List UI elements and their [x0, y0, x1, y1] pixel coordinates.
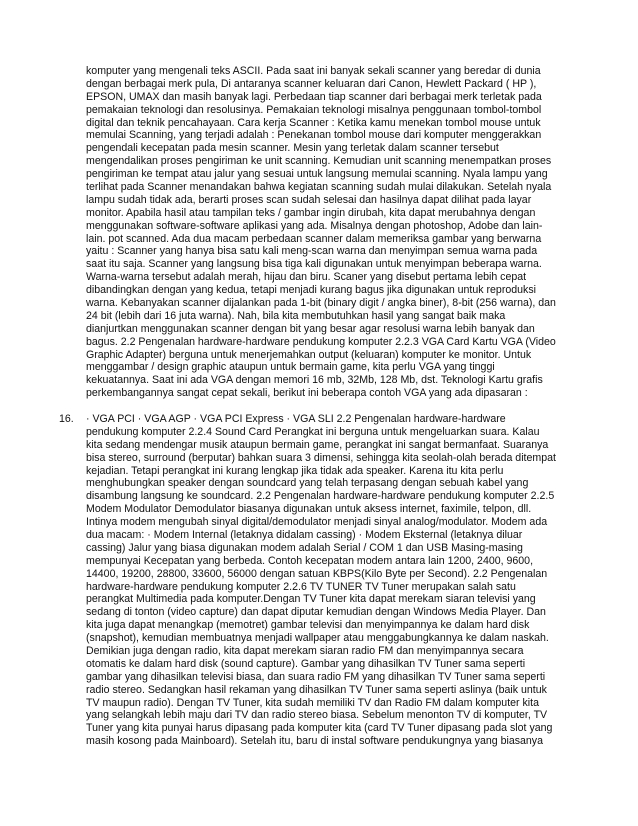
text-line: menggunakan software-software aplikasi yang ada. Misalnya dengan photoshop, Adobe dan lain- — [86, 219, 543, 232]
text-line: 24 bit (lebih dari 16 juta warna). Nah, bila kita membutuhkan hasil yang sangat baik maka — [86, 309, 506, 322]
text-line: lain. pot scanned. Ada dua macam perbedaan scanner dalam memeriksa gambar yang berwarna — [86, 232, 542, 245]
text-line: monitor. Apabila hasil atau tampilan teks / gambar ingin dirubah, kita dapat merubahnya dengan — [86, 206, 536, 219]
text-line: disambung langsung ke soundcard. 2.2 Pengenalan hardware-hardware pendukung komputer 2.2.5 — [86, 490, 555, 503]
text-line: mempunyai Kecepatan yang berbeda. Contoh kecepatan modem antara lain 1200, 2400, 9600, — [86, 554, 534, 567]
text-line: saat itu saja. Scanner yang langsung bisa tiga kali digunakan untuk menyimpan beberapa warna. — [86, 258, 542, 271]
text-line: EPSON, UMAX dan masih banyak lagi. Perbedaan tiap scanner dari berbagai merk terletak pada — [86, 90, 542, 103]
paragraph-block — [86, 65, 594, 400]
text-line: sedang di tonton (video capture) dan dapat diputar kemudian dengan Windows Media Player. Dan — [86, 606, 546, 619]
text-line: hardware-hardware pendukung komputer 2.2.6 TV TUNER TV Tuner merupakan salah satu — [86, 580, 516, 593]
text-line: · VGA PCI · VGA AGP · VGA PCI Express · VGA SLI 2.2 Pengenalan hardware-hardware — [86, 413, 506, 425]
text-line: dianjurtkan menggunakan scanner dengan bit yang besar agar resolusi warna lebih banyak dan — [86, 322, 535, 335]
text-line: memulai Scanning, yang terjadi adalah : Penekanan tombol mouse dari komputer menggerakkan — [86, 129, 542, 142]
text-line: perangkat Multimedia pada komputer.Dengan TV Tuner kita dapat merekam siaran televisi yang — [86, 593, 536, 606]
text-line: Demikian juga dengan radio, kita dapat merekam siaran radio FM dan menyimpannya secara — [86, 645, 524, 658]
text-line: pendukung komputer 2.2.4 Sound Card Perangkat ini berguna untuk mengeluarkan suara. Kalau — [86, 425, 540, 438]
text-line: 14400, 19200, 28800, 33600, 56000 dengan satuan KBPS(Kilo Byte per Second). 2.2 Pengenalan — [86, 567, 548, 580]
text-line: bagus. 2.2 Pengenalan hardware-hardware pendukung komputer 2.2.3 VGA Card Kartu VGA (Video — [86, 335, 556, 348]
text-line: dengan berbagai merk pula, Di antaranya scanner keluaran dari Canon, Hewlett Packard ( HP ), — [86, 77, 537, 90]
text-line: dua macam: · Modem Internal (letaknya didalam cassing) · Modem Eksternal (letaknya diluar — [86, 529, 523, 542]
text-line: Graphic Adapter) berguna untuk menerjemahkan output (keluaran) komputer ke monitor. Untuk — [86, 348, 532, 361]
text-line: pengendali kecepatan pada mesin scanner. Mesin yang terletak dalam scanner tersebut — [86, 142, 499, 155]
text-line: TV maupun radio). Dengan TV Tuner, kita sudah memiliki TV dan Radio FM dalam komputer kita — [86, 696, 539, 709]
text-line: kekuatannya. Saat ini ada VGA dengan memori 16 mb, 32Mb, 128 Mb, dst. Teknologi Kartu grafis — [86, 374, 543, 387]
text-line: pengiriman ke tempat atau jalur yang sesuai untuk langsung memulai scanning. Nyala lampu yang — [86, 168, 548, 181]
text-line: menggambar / design graphic ataupun untuk bermain game, kita perlu VGA yang tinggi — [86, 361, 495, 374]
text-line: radio stereo. Sedangkan hasil rekaman yang dihasilkan TV Tuner sama seperti aslinya (baik untuk — [86, 683, 547, 696]
paragraph-block — [86, 413, 594, 748]
text-line: lampu sudah tidak ada, berarti proses scan sudah selesai dan hasilnya dapat dilihat pada layar — [86, 193, 532, 206]
text-line: mengendalikan proses pengiriman ke unit scanning. Kemudian unit scanning menempatkan proses — [86, 155, 552, 168]
list-item-number: 16. — [59, 413, 74, 425]
text-line: masih kosong pada Mainboard). Setelah itu, baru di instal software pendukungnya yang biasanya — [86, 735, 544, 748]
text-line: komputer yang mengenali teks ASCII. Pada saat ini banyak sekali scanner yang beredar di dunia — [86, 65, 541, 77]
text-line: menghubungkan speaker dengan soundcard yang telah terpasang dengan sebuah kabel yang — [86, 477, 529, 490]
text-line: kita sedang mendengar musik ataupun bermain game, perangkat ini sangat bermanfaat. Suaranya — [86, 438, 549, 451]
text-line: Tuner yang kita punyai harus dipasang pada komputer kita (card TV Tuner dipasang pada slot yang — [86, 722, 553, 735]
text-line: yang selangkah lebih maju dari TV dan radio stereo biasa. Sebelum menonton TV di komputer, TV — [86, 709, 548, 722]
text-line: kita juga dapat menangkap (memotret) gambar televisi dan menyimpannya ke dalam hard disk — [86, 619, 530, 632]
text-line: gambar yang dihasilkan televisi biasa, dan suara radio FM yang dihasilkan TV Tuner sama seperti — [86, 670, 546, 683]
text-line: bisa stereo, surround (berputar) bahkan suara 3 dimensi, sehingga kita seolah-olah berada ditempat — [86, 451, 556, 464]
text-line: dibandingkan dengan yang kedua, tetapi menjadi kurang bagus jika digunakan untuk reproduksi — [86, 284, 536, 297]
text-line: warna. Kebanyakan scanner dijalankan pada 1-bit (binary digit / angka biner), 8-bit (256 warna), dan — [86, 297, 556, 310]
text-line: Warna-warna tersebut adalah merah, hijau dan biru. Scaner yang disebut pertama lebih cepat — [86, 271, 527, 284]
text-line: (snapshot), kemudian membuatnya menjadi wallpaper atau menggabungkannya ke dalam naskah. — [86, 632, 549, 645]
text-line: Intinya modem mengubah sinyal digital/demodulator menjadi sinyal analog/modulator. Modem ada — [86, 516, 548, 529]
text-line: perkembangannya sangat cepat sekali, berikut ini beberapa contoh VGA yang ada dipasaran : — [86, 387, 528, 400]
text-line: yaitu : Scanner yang hanya bisa satu kali meng-scan warna dan menyimpan semua warna pada — [86, 245, 538, 258]
text-line: kejadian. Tetapi perangkat ini kurang lengkap jika tidak ada speaker. Karena itu kita perlu — [86, 464, 504, 477]
text-line: cassing) Jalur yang biasa digunakan modem adalah Serial / COM 1 dan USB Masing-masing — [86, 541, 523, 554]
text-line: otomatis ke dalam hard disk (sound capture). Gambar yang dihasilkan TV Tuner sama seperti — [86, 657, 526, 670]
text-line: terlihat pada Scanner menandakan bahwa kegiatan scanning sudah mulai dilakukan. Setelah nyala — [86, 181, 552, 194]
text-line: pemakaian teknologi dan resolusinya. Pemakaian teknologi misalnya penggunaan tombol-tombol — [86, 103, 542, 116]
text-line: Modem Modulator Demodulator biasanya digunakan untuk aksess internet, faximile, telpon, dll. — [86, 503, 532, 516]
text-line: digital dan teknik pencahayaan. Cara kerja Scanner : Ketika kamu menekan tombol mouse untuk — [86, 116, 541, 129]
